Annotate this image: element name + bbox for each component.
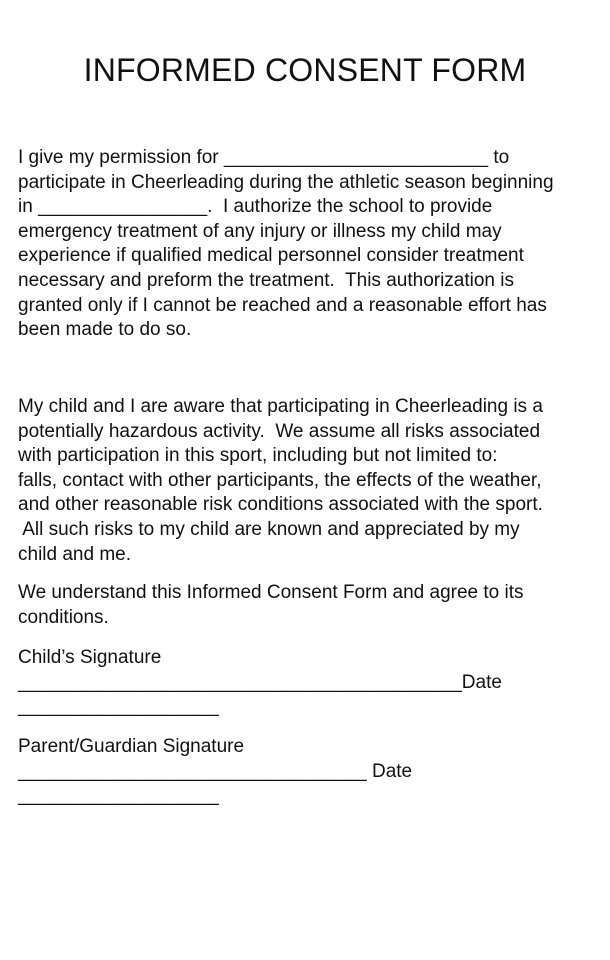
text-line: My child and I are aware that participating in Cheerleading is a	[18, 396, 543, 417]
text-line: potentially hazardous activity. We assume all risks associated	[18, 420, 541, 442]
text-line: conditions.	[18, 606, 109, 628]
risk-paragraph	[18, 395, 610, 567]
child-signature-label: Child’s Signature	[18, 647, 162, 668]
parent-date-field[interactable]: ___________________	[18, 785, 219, 807]
text-line: in ________________. I authorize the school to provide	[18, 196, 493, 218]
text-line: emergency treatment of any injury or illness my child may	[18, 220, 502, 242]
child-date-field[interactable]: ___________________	[18, 696, 219, 718]
form-title: INFORMED CONSENT FORM	[83, 52, 527, 88]
text-line: been made to do so.	[18, 319, 192, 341]
text-line: All such risks to my child are known and appreciated by my	[18, 518, 520, 540]
text-line: and other reasonable risk conditions associated with the sport.	[18, 494, 543, 516]
text-line: experience if qualified medical personnel consider treatment	[18, 245, 524, 267]
parent-signature-section	[18, 735, 610, 809]
text-line: with participation in this sport, including but not limited to:	[18, 445, 498, 467]
parent-signature-field[interactable]: _________________________________ Date	[18, 760, 413, 782]
text-line: child and me.	[18, 543, 132, 565]
text-line: falls, contact with other participants, the effects of the weather,	[18, 469, 542, 491]
text-line: I give my permission for _________________________ to	[18, 147, 510, 168]
child-signature-section	[18, 646, 610, 720]
child-signature-field[interactable]: __________________________________________Date	[18, 671, 502, 693]
text-line: We understand this Informed Consent Form and agree to its	[18, 582, 524, 603]
permission-paragraph	[18, 146, 610, 343]
agreement-paragraph	[18, 581, 610, 630]
parent-signature-label: Parent/Guardian Signature	[18, 736, 245, 757]
text-line: necessary and preform the treatment. This authorization is	[18, 269, 515, 291]
text-line: participate in Cheerleading during the athletic season beginning	[18, 171, 554, 193]
text-line: granted only if I cannot be reached and a reasonable effort has	[18, 294, 547, 316]
